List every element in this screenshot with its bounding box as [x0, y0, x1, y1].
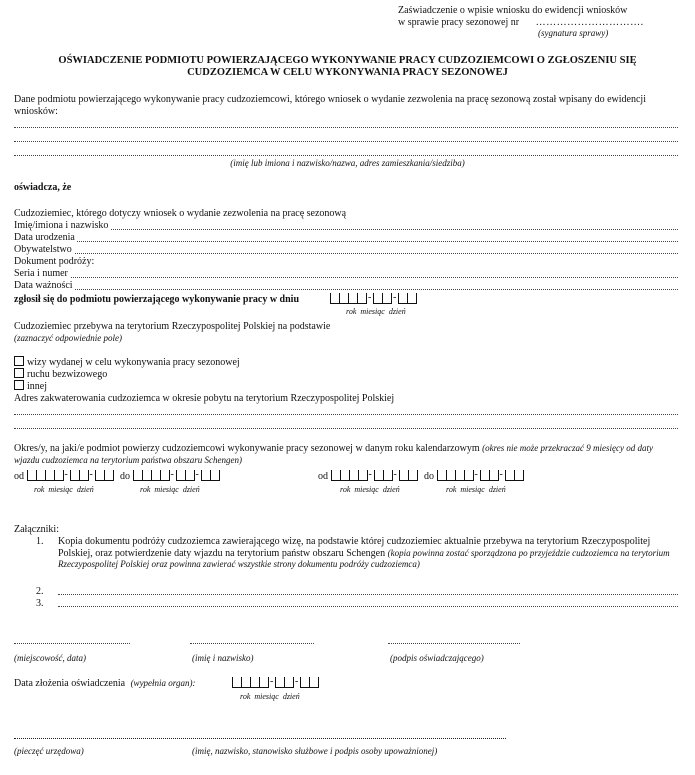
- period-description: Okres/y, na jaki/e podmiot powierzy cudzoziemcowi wykonywanie pracy sezonowej w danym roku kalendarzowym: [14, 443, 480, 454]
- label-miesiac: miesiąc: [154, 485, 179, 494]
- citizenship-row: [14, 244, 678, 256]
- birth-field[interactable]: [14, 232, 678, 242]
- label-miesiac: miesiąc: [360, 307, 385, 316]
- name-field[interactable]: [14, 220, 678, 230]
- period-2-to-label: do: [424, 471, 434, 482]
- attachment-2-field[interactable]: [58, 586, 678, 595]
- employer-data-line-2[interactable]: [14, 132, 678, 142]
- title-line-2: CUDZOZIEMCA W CELU WYKONYWANIA PRACY SEZONOWEJ: [187, 67, 508, 79]
- header-line-1: Zaświadczenie o wpisie wniosku do ewidencji wniosków: [398, 5, 628, 16]
- label-miesiac: miesiąc: [48, 485, 73, 494]
- label-rok: rok: [34, 485, 45, 494]
- period-2-to-date[interactable]: [437, 470, 524, 483]
- option-visa-free[interactable]: [14, 368, 107, 381]
- declares-label: oświadcza, że: [14, 182, 72, 193]
- period-1-from-label: od: [14, 471, 24, 482]
- label-rok: rok: [346, 307, 357, 316]
- label-dzien: dzień: [488, 485, 506, 494]
- other-option-label: innej: [27, 381, 47, 392]
- visa-option-label: wizy wydanej w celu wykonywania pracy sezonowej: [27, 357, 240, 368]
- case-number-field[interactable]: ………………………….: [535, 16, 644, 28]
- attachments-heading: Załączniki:: [14, 524, 59, 535]
- travel-doc-label: Dokument podróży:: [14, 256, 95, 267]
- document-title: [18, 55, 677, 79]
- place-date-caption: (miejscowość, data): [14, 653, 86, 663]
- label-rok: rok: [446, 485, 457, 494]
- period-2-row: [318, 470, 524, 483]
- intro-text: Dane podmiotu powierzającego wykonywanie pracy cudzoziemcowi, którego wniosek o wydanie zezwolenia na pracę sezonową został wpisany do ewidencji wniosków:: [14, 94, 646, 117]
- attachment-3-field[interactable]: [58, 598, 678, 607]
- address-label: Adres zakwaterowania cudzoziemca w okresie pobytu na terytorium Rzeczypospolitej Polskiej: [14, 393, 395, 404]
- birth-row: [14, 232, 678, 244]
- period-2-from-labels: [340, 485, 400, 494]
- address-line-1[interactable]: [14, 405, 678, 415]
- other-checkbox[interactable]: [14, 380, 24, 390]
- case-signature-caption: (sygnatura sprawy): [538, 28, 609, 38]
- registration-certificate-header: [398, 5, 644, 38]
- period-1-to-label: do: [120, 471, 130, 482]
- series-row: [14, 268, 678, 280]
- signer-signature-field[interactable]: [388, 643, 520, 644]
- option-visa[interactable]: [14, 356, 240, 369]
- submission-date-boxes[interactable]: [232, 677, 319, 690]
- employer-data-caption: (imię lub imiona i nazwisko/nazwa, adres zamieszkania/siedziba): [230, 158, 465, 168]
- label-rok: rok: [140, 485, 151, 494]
- signer-name-field[interactable]: [190, 643, 314, 644]
- official-caption: (imię, nazwisko, stanowisko służbowe i podpis osoby upoważnionej): [192, 746, 438, 756]
- submission-label-row: [14, 678, 195, 690]
- period-1-from-date[interactable]: [27, 470, 114, 483]
- stay-heading: Cudzoziemiec przebywa na terytorium Rzeczypospolitej Polskiej na podstawie: [14, 321, 331, 332]
- reported-date-boxes[interactable]: [330, 293, 417, 306]
- option-other[interactable]: [14, 380, 47, 393]
- stamp-caption: (pieczęć urzędowa): [14, 746, 84, 756]
- label-dzien: dzień: [388, 307, 406, 316]
- name-label: Imię/imiona i nazwisko: [14, 220, 109, 231]
- label-miesiac: miesiąc: [354, 485, 379, 494]
- period-2-to-labels: [446, 485, 506, 494]
- attachment-1: [58, 536, 678, 571]
- series-label: Seria i numer: [14, 268, 68, 279]
- validity-row: [14, 280, 678, 292]
- official-stamp-signature-line[interactable]: [14, 738, 506, 739]
- title-line-1: OŚWIADCZENIE PODMIOTU POWIERZAJĄCEGO WYKONYWANIE PRACY CUDZOZIEMCOWI O ZGŁOSZENIU SIĘ: [58, 55, 637, 66]
- attachment-1-number: 1.: [36, 536, 44, 547]
- signer-signature-caption: (podpis oświadczającego): [390, 653, 484, 663]
- period-text: [14, 443, 678, 466]
- period-note: (okres nie może przekraczać 9 miesięcy od daty wjazdu cudzoziemca na terytorium państwa obszaru Schengen): [14, 443, 653, 465]
- name-row: [14, 220, 678, 232]
- citizenship-field[interactable]: [14, 244, 678, 254]
- place-date-field[interactable]: [14, 643, 130, 644]
- validity-field[interactable]: [14, 280, 678, 290]
- period-1-from-labels: [34, 485, 94, 494]
- header-line-2-row: [398, 17, 644, 29]
- attachment-1-note: (kopia powinna zostać sporządzona po przyjeździe cudzoziemca na terytorium Rzeczypospolitej Polskiej oraz powinna zawierać wszystkie strony dokumentu podróży cudzoziemca): [58, 547, 670, 569]
- visa-checkbox[interactable]: [14, 356, 24, 366]
- series-field[interactable]: [14, 268, 678, 278]
- citizenship-label: Obywatelstwo: [14, 244, 72, 255]
- foreigner-heading: Cudzoziemiec, którego dotyczy wniosek o wydanie zezwolenia na pracę sezonową: [14, 208, 347, 219]
- stay-note: (zaznaczyć odpowiednie pole): [14, 333, 122, 343]
- period-2-from-date[interactable]: [331, 470, 418, 483]
- attachment-1-text: Kopia dokumentu podróży cudzoziemca zawierającego wizę, na podstawie której cudzoziemiec aktualnie przebywa na terytorium Rzeczypospolitej Polskiej, oraz potwierdzenie daty wjazdu na terytorium państw obszaru Schengen: [58, 536, 651, 559]
- label-rok: rok: [240, 692, 251, 701]
- label-miesiac: miesiąc: [460, 485, 485, 494]
- attachment-2-number: 2.: [36, 586, 44, 597]
- label-dzien: dzień: [76, 485, 94, 494]
- address-line-2[interactable]: [14, 419, 678, 429]
- employer-data-line-1[interactable]: [14, 118, 678, 128]
- submission-label: Data złożenia oświadczenia: [14, 678, 126, 689]
- reported-label: zgłosił się do podmiotu powierzającego wykonywanie pracy w dniu: [14, 294, 300, 305]
- signer-name-caption: (imię i nazwisko): [192, 653, 254, 663]
- period-1-row: [14, 470, 220, 483]
- birth-label: Data urodzenia: [14, 232, 75, 243]
- attachment-3-number: 3.: [36, 598, 44, 609]
- label-dzien: dzień: [382, 485, 400, 494]
- label-miesiac: miesiąc: [254, 692, 279, 701]
- label-dzien: dzień: [182, 485, 200, 494]
- reported-date-labels: [346, 307, 406, 316]
- employer-data-line-3[interactable]: [14, 146, 678, 156]
- visa-free-option-label: ruchu bezwizowego: [27, 369, 108, 380]
- submission-date-labels: [240, 692, 300, 701]
- header-line-2: w sprawie pracy sezonowej nr: [398, 16, 520, 28]
- visa-free-checkbox[interactable]: [14, 368, 24, 378]
- period-1-to-date[interactable]: [133, 470, 220, 483]
- validity-label: Data ważności: [14, 280, 73, 291]
- label-dzien: dzień: [282, 692, 300, 701]
- label-rok: rok: [340, 485, 351, 494]
- submission-note: (wypełnia organ):: [130, 678, 196, 688]
- period-1-to-labels: [140, 485, 200, 494]
- period-2-from-label: od: [318, 471, 328, 482]
